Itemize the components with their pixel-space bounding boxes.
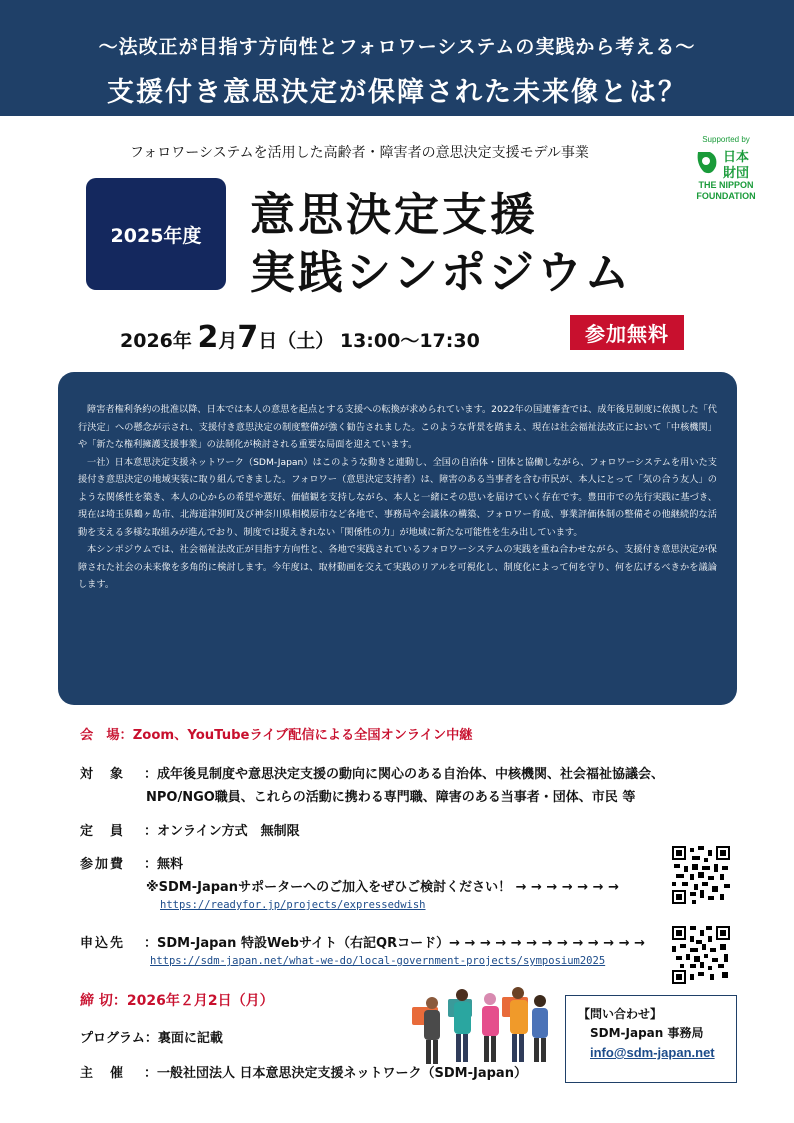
main-title-line-2: 実践シンポジウム [250, 246, 633, 299]
capacity-row [80, 820, 300, 839]
fee-label: 参加費 [80, 857, 126, 872]
readyfor-link[interactable]: https://readyfor.jp/projects/expressedwish [160, 899, 426, 911]
date-weekday: （土） [277, 330, 335, 352]
date-month-unit: 月 [218, 330, 238, 352]
project-line: フォロワーシステムを活用した高齢者・障害者の意思決定支援モデル事業 [130, 145, 589, 161]
program-row [80, 1027, 223, 1046]
program-value: ：裏面に記載 [144, 1031, 223, 1046]
svg-text:日本: 日本 [722, 150, 750, 165]
fee-row [80, 853, 183, 872]
qr-code-icon [672, 846, 730, 904]
apply-label: 申込先 [80, 936, 126, 951]
people-illustration-icon [410, 985, 552, 1071]
main-title-line-1: 意思決定支援 [250, 188, 539, 241]
contact-email-link[interactable]: info@sdm-japan.net [590, 1045, 715, 1060]
header-band [0, 0, 794, 116]
header-subtitle: 〜法改正が目指す方向性とフォロワーシステムの実践から考える〜 [98, 36, 696, 58]
qr-code-icon [672, 926, 730, 984]
deadline-line: 締 切：2026年２月2日（月） [80, 993, 274, 1009]
capacity-value: ：オンライン方式 無制限 [144, 824, 300, 839]
fee-value: ：無料 [144, 857, 184, 872]
fee-note: ※SDM-Japanサポーターへのご加入をぜひご検討ください！ → → → → → → → [146, 880, 619, 895]
sdm-japan-symposium-link[interactable]: https://sdm-japan.net/what-we-do/local-government-projects/symposium2025 [150, 955, 606, 967]
organizer-value: ：一般社団法人 日本意思決定支援ネットワーク（SDM-Japan） [144, 1066, 527, 1081]
capacity-label: 定 員 [80, 824, 126, 839]
event-date [120, 320, 480, 355]
svg-text:財団: 財団 [722, 166, 750, 180]
supported-by-text: Supported by [702, 135, 750, 144]
target-row [80, 763, 664, 782]
apply-row [80, 932, 645, 951]
description-paragraph-2: 一社）日本意思決定支援ネットワーク（SDM-Japan）はこのような動きと連動し、全国の自治体・団体と協働しながら、フォロワーシステムを用いた支援付き意思決定の地域実装に取り組んできました。フォロワー（意思決定支持者）は、障害のある当事者を含む市民が、本人にとって「気の合う友人」のような関係性を築き、本人の心からの希望や選好、価値観を支持しながら、本人と一緒にその思いを届けていく存在です。豊田市での先行実践に基づき、現在は埼玉県鶴ヶ島市、北海道津別町及び神奈川県相模原市など各地で、事務局や会議体の構築、フォロワー育成、事業評価体制の整備その他継続的な活動を支える多様な取組みが進んでおり、制度では捉えきれない「関係性の力」が地域に新たな可能性を生み出しています。 [78, 456, 717, 538]
foundation-name-1: THE NIPPON [698, 180, 754, 190]
header-title: 支援付き意思決定が保障された未来像とは？ [107, 77, 687, 108]
program-label: プログラム [80, 1031, 145, 1046]
apply-value: ：SDM-Japan 特設Webサイト（右記QRコード）→ → → → → → → → → → → → → [144, 936, 646, 951]
free-badge: 参加無料 [570, 315, 684, 350]
target-line-1: ：成年後見制度や意思決定支援の動向に関心のある自治体、中核機関、社会福祉協議会、 [144, 767, 665, 782]
contact-title: 【問い合わせ】 [578, 1007, 663, 1021]
description-paragraph-1: 障害者権利条約の批准以降、日本では本人の意思を起点とする支援への転換が求められています。2022年の国連審査では、成年後見制度に依拠した「代行決定」への懸念が示され、支援付き意思決定の制度整備が強く勧告されました。このような背景を踏まえ、現在は社会福祉法改正において「中核機関」や「新たな権利擁護支援事業」の法制化が検討される重要な局面を迎えています。 [78, 404, 717, 450]
nippon-foundation-logo-icon [694, 146, 758, 180]
date-day: 7 [237, 320, 259, 355]
date-month: 2 [197, 320, 219, 355]
target-label: 対 象 [80, 767, 126, 782]
date-time: 13:00〜17:30 [339, 330, 480, 352]
contact-box [565, 995, 737, 1083]
date-day-unit: 日 [258, 330, 278, 352]
organizer-label: 主 催 [80, 1066, 126, 1081]
description-paragraph-3: 本シンポジウムでは、社会福祉法改正が目指す方向性と、各地で実践されているフォロワーシステムの実践を重ね合わせながら、支援付き意思決定が保障された社会の未来像を多角的に検討します。今年度は、取材動画を交えて実践のリアルを可視化し、制度化によって何を守り、何を広げるべきかを議論します。 [78, 544, 717, 590]
year-badge: 2025年度 [86, 178, 226, 290]
sponsor-logo [690, 135, 762, 202]
target-line-2: NPO/NGO職員、これらの活動に携わる専門職、障害のある当事者・団体、市民 等 [146, 790, 636, 805]
date-year: 2026年 [120, 330, 192, 352]
venue-line: 会 場：Zoom、YouTubeライブ配信による全国オンライン中継 [80, 728, 473, 743]
contact-office: SDM-Japan 事務局 [590, 1026, 704, 1040]
foundation-name-2: FOUNDATION [696, 191, 756, 201]
description-box [58, 372, 737, 705]
